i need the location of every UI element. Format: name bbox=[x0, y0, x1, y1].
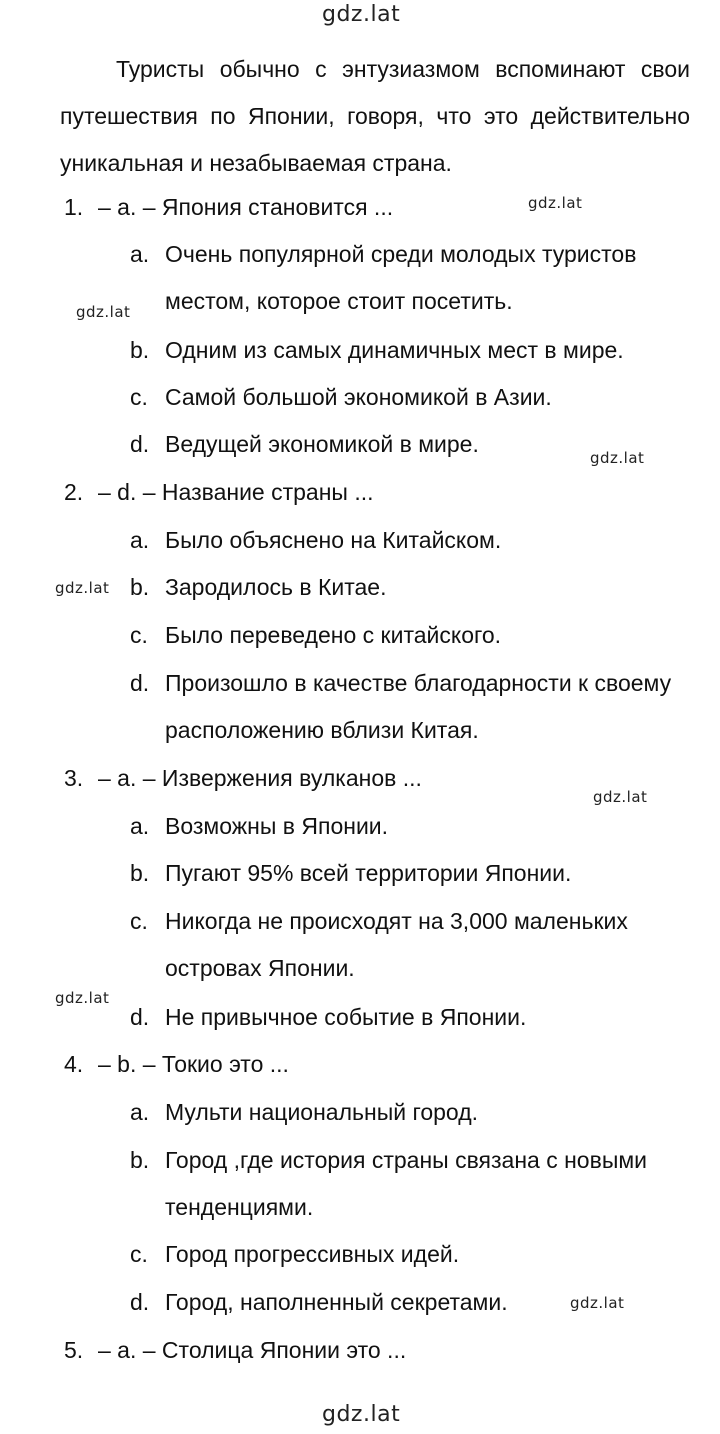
watermark-top: gdz.lat bbox=[322, 2, 401, 27]
option-letter: a. bbox=[130, 813, 150, 839]
watermark: gdz.lat bbox=[570, 1294, 625, 1312]
option-text: Не привычное событие в Японии. bbox=[165, 1004, 527, 1030]
option-1d bbox=[130, 429, 479, 459]
option-text: Зародилось в Китае. bbox=[165, 574, 387, 600]
option-text: Было переведено с китайского. bbox=[165, 622, 502, 648]
option-4b bbox=[130, 1145, 647, 1175]
option-text: Произошло в качестве благодарности к своему bbox=[165, 670, 672, 696]
question-text: – a. – Извержения вулканов ... bbox=[98, 765, 422, 791]
question-1 bbox=[64, 192, 393, 222]
watermark: gdz.lat bbox=[528, 194, 583, 212]
option-letter: a. bbox=[130, 1099, 150, 1125]
option-text: Город ,где история страны связана с новыми bbox=[165, 1147, 648, 1173]
option-letter: a. bbox=[130, 527, 150, 553]
option-letter: b. bbox=[130, 1147, 150, 1173]
option-3a bbox=[130, 811, 388, 841]
option-text: Возможны в Японии. bbox=[165, 813, 389, 839]
option-3c bbox=[130, 906, 628, 936]
watermark-bottom: gdz.lat bbox=[322, 1402, 401, 1427]
question-number: 2. bbox=[64, 479, 84, 505]
option-1a-continuation: местом, которое стоит посетить. bbox=[165, 288, 513, 314]
option-letter: c. bbox=[130, 908, 148, 934]
option-letter: c. bbox=[130, 1241, 148, 1267]
option-letter: b. bbox=[130, 337, 150, 363]
option-text: Одним из самых динамичных мест в мире. bbox=[165, 337, 624, 363]
option-text: Мульти национальный город. bbox=[165, 1099, 479, 1125]
question-5 bbox=[64, 1335, 406, 1365]
option-text: Ведущей экономикой в мире. bbox=[165, 431, 479, 457]
option-4a bbox=[130, 1097, 478, 1127]
option-2a bbox=[130, 525, 501, 555]
option-1a bbox=[130, 239, 636, 269]
option-2d-continuation: расположению вблизи Китая. bbox=[165, 717, 479, 743]
intro-paragraph: Туристы обычно с энтузиазмом вспоминают свои путешествия по Японии, говоря, что это действительно уникальная и незабываемая страна. bbox=[60, 56, 690, 176]
option-letter: c. bbox=[130, 384, 148, 410]
watermark: gdz.lat bbox=[593, 788, 648, 806]
question-text: – a. – Столица Японии это ... bbox=[98, 1337, 407, 1363]
watermark: gdz.lat bbox=[55, 579, 110, 597]
question-text: – a. – Япония становится ... bbox=[98, 194, 394, 220]
question-text: – d. – Название страны ... bbox=[98, 479, 374, 505]
option-2b bbox=[130, 572, 386, 602]
option-text: Город прогрессивных идей. bbox=[165, 1241, 460, 1267]
option-letter: d. bbox=[130, 670, 150, 696]
option-1c bbox=[130, 382, 552, 412]
option-4b-continuation: тенденциями. bbox=[165, 1194, 314, 1220]
option-text: Город, наполненный секретами. bbox=[165, 1289, 508, 1315]
question-3 bbox=[64, 763, 422, 793]
question-text: – b. – Токио это ... bbox=[98, 1051, 289, 1077]
option-2d bbox=[130, 668, 671, 698]
option-letter: b. bbox=[130, 860, 150, 886]
option-3c-continuation: островах Японии. bbox=[165, 955, 355, 981]
option-2c bbox=[130, 620, 501, 650]
option-letter: d. bbox=[130, 1004, 150, 1030]
question-number: 3. bbox=[64, 765, 84, 791]
option-text: Очень популярной среди молодых туристов bbox=[165, 241, 637, 267]
option-text: Самой большой экономикой в Азии. bbox=[165, 384, 552, 410]
option-1b bbox=[130, 335, 624, 365]
option-4c bbox=[130, 1239, 459, 1269]
question-number: 5. bbox=[64, 1337, 84, 1363]
question-number: 4. bbox=[64, 1051, 84, 1077]
option-4d bbox=[130, 1287, 508, 1317]
option-letter: c. bbox=[130, 622, 148, 648]
option-letter: b. bbox=[130, 574, 150, 600]
question-number: 1. bbox=[64, 194, 84, 220]
option-3b bbox=[130, 858, 571, 888]
option-3d bbox=[130, 1002, 526, 1032]
watermark: gdz.lat bbox=[76, 303, 131, 321]
watermark: gdz.lat bbox=[590, 449, 645, 467]
question-4 bbox=[64, 1049, 289, 1079]
option-letter: d. bbox=[130, 1289, 150, 1315]
option-letter: d. bbox=[130, 431, 150, 457]
option-text: Пугают 95% всей территории Японии. bbox=[165, 860, 572, 886]
option-text: Никогда не происходят на 3,000 маленьких bbox=[165, 908, 628, 934]
question-2 bbox=[64, 477, 374, 507]
watermark: gdz.lat bbox=[55, 989, 110, 1007]
option-text: Было объяснено на Китайском. bbox=[165, 527, 502, 553]
option-letter: a. bbox=[130, 241, 150, 267]
